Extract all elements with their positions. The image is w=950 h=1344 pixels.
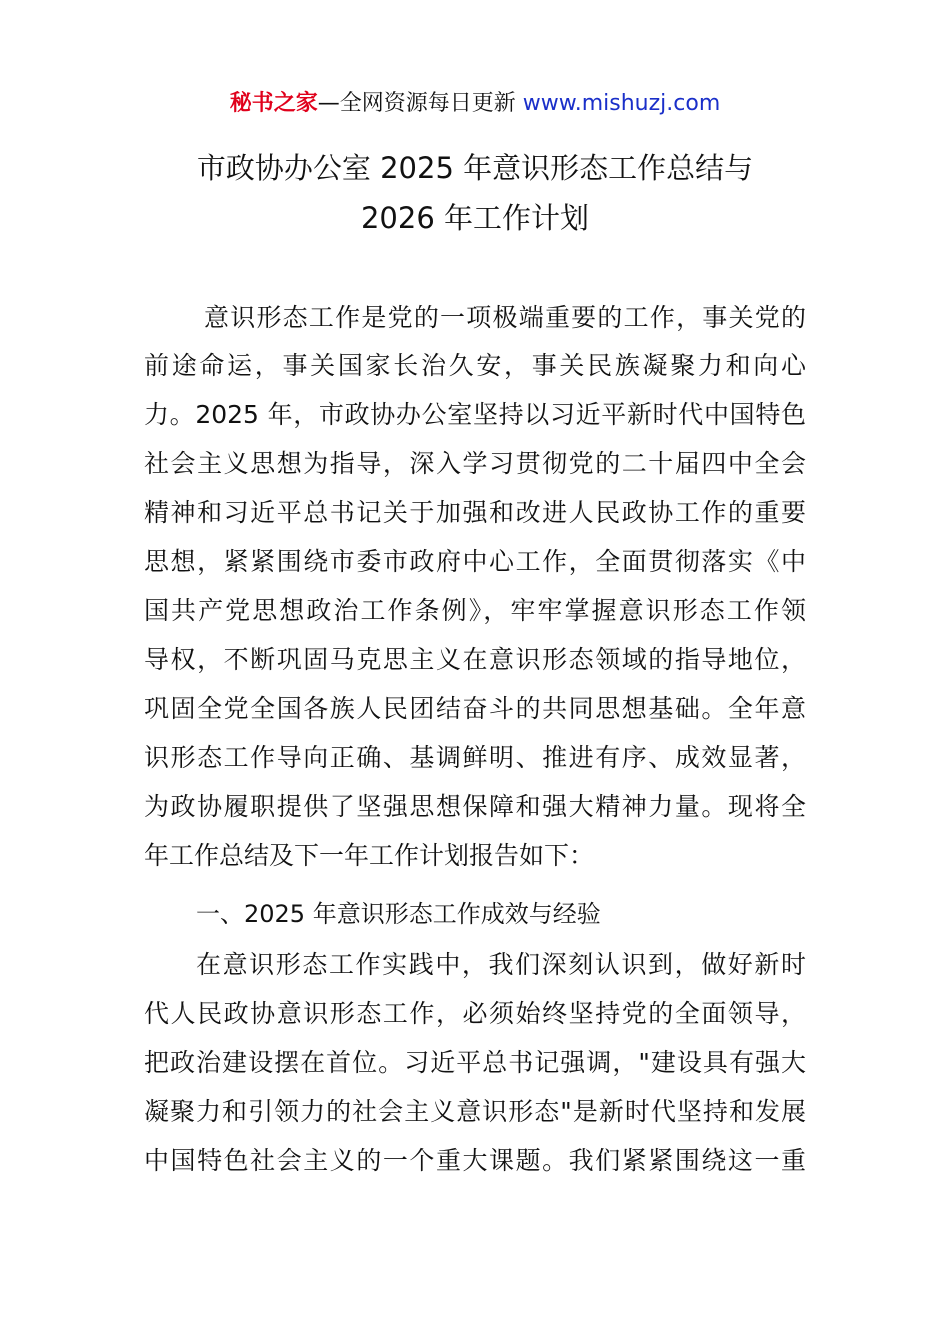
header-url-link[interactable]: www.mishuzj.com bbox=[522, 91, 721, 116]
document-title-line-2: 2026 年工作计划 bbox=[360, 201, 590, 235]
paragraph-1-line: 导权，不断巩固马克思主义在意识形态领域的指导地位， bbox=[144, 645, 806, 674]
site-header bbox=[0, 88, 950, 120]
paragraph-1-line: 年工作总结及下一年工作计划报告如下： bbox=[144, 841, 595, 870]
header-tagline: —全网资源每日更新 bbox=[317, 91, 523, 116]
paragraph-1-line: 意识形态工作是党的一项极端重要的工作，事关党的 bbox=[204, 303, 806, 332]
paragraph-1-line: 力。2025 年，市政协办公室坚持以习近平新时代中国特色 bbox=[144, 400, 806, 429]
paragraph-2-line: 在意识形态工作实践中，我们深刻认识到，做好新时 bbox=[196, 950, 806, 979]
paragraph-2-line: 中国特色社会主义的一个重大课题。我们紧紧围绕这一重 bbox=[144, 1146, 806, 1175]
paragraph-1-line: 社会主义思想为指导，深入学习贯彻党的二十届四中全会 bbox=[144, 449, 806, 478]
paragraph-2-line: 凝聚力和引领力的社会主义意识形态"是新时代坚持和发展 bbox=[144, 1097, 806, 1126]
paragraph-2-line: 代人民政协意识形态工作，必须始终坚持党的全面领导， bbox=[144, 999, 806, 1028]
paragraph-1-line: 巩固全党全国各族人民团结奋斗的共同思想基础。全年意 bbox=[144, 694, 806, 723]
section-1-heading: 一、2025 年意识形态工作成效与经验 bbox=[196, 900, 601, 928]
paragraph-1-line: 识形态工作导向正确、基调鲜明、推进有序、成效显著， bbox=[144, 743, 806, 772]
document-title-line-1: 市政协办公室 2025 年意识形态工作总结与 bbox=[196, 151, 754, 185]
paragraph-1-line: 为政协履职提供了坚强思想保障和强大精神力量。现将全 bbox=[144, 792, 806, 821]
paragraph-1-line: 思想，紧紧围绕市委市政府中心工作，全面贯彻落实《中 bbox=[144, 547, 806, 576]
brand-name: 秘书之家 bbox=[229, 91, 318, 116]
paragraph-2-line: 把政治建设摆在首位。习近平总书记强调，"建设具有强大 bbox=[144, 1048, 806, 1077]
paragraph-1-line: 前途命运，事关国家长治久安，事关民族凝聚力和向心 bbox=[144, 351, 806, 380]
paragraph-1-line: 国共产党思想政治工作条例》，牢牢掌握意识形态工作领 bbox=[144, 596, 806, 625]
paragraph-1-line: 精神和习近平总书记关于加强和改进人民政协工作的重要 bbox=[144, 498, 806, 527]
